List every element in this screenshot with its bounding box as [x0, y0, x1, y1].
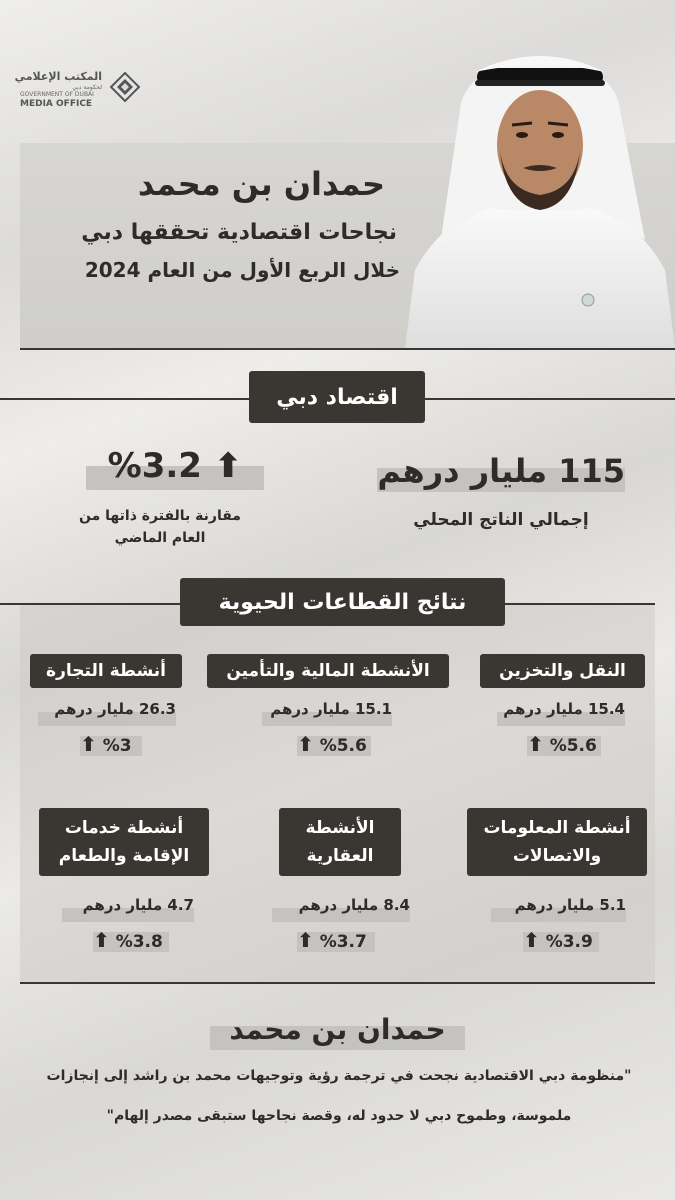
sector-title-ict: أنشطة المعلومات والاتصالات	[467, 808, 647, 876]
arrow-up-icon: ⬆	[527, 732, 544, 756]
growth-value: %3.9	[545, 932, 593, 952]
sector-title-finance: الأنشطة المالية والتأمين	[207, 654, 449, 688]
logo-english-line1: GOVERNMENT OF DUBAI	[20, 91, 94, 98]
sector-value-transport: 15.4 مليار درهم	[503, 700, 625, 718]
sector-value-hospitality: 4.7 مليار درهم	[82, 896, 194, 914]
header-subtitle: نجاحات اقتصادية تحققها دبي	[81, 220, 397, 245]
growth-value: %3.7	[319, 932, 367, 952]
quote-line-1: "منظومة دبي الاقتصادية نجحت في ترجمة رؤية وتوجيهات محمد بن راشد إلى إنجازات	[46, 1068, 632, 1084]
sector-title-trade: أنشطة التجارة	[30, 654, 182, 688]
header-period: خلال الربع الأول من العام 2024	[84, 258, 400, 282]
sector-growth-finance	[297, 732, 377, 756]
economy-section-title: اقتصاد دبي	[249, 371, 425, 423]
arrow-up-icon: ⬆	[523, 928, 540, 952]
growth-stat	[86, 446, 264, 486]
sector-growth-transport	[527, 732, 607, 756]
logo-arabic-sub: لحكومة دبي	[72, 84, 102, 91]
growth-note: مقارنة بالفترة ذاتها من العام الماضي	[79, 508, 241, 546]
gdp-label: إجمالي الناتج المحلي	[413, 510, 589, 530]
header-name: حمدان بن محمد	[137, 165, 385, 203]
sector-title-real-estate: الأنشطة العقارية	[279, 808, 401, 876]
growth-value: %3	[102, 736, 132, 756]
arrow-up-icon: ⬆	[80, 732, 97, 756]
growth-value: %3.8	[115, 932, 163, 952]
section-divider	[20, 982, 655, 984]
sector-value-finance: 15.1 مليار درهم	[270, 700, 392, 718]
sector-value-trade: 26.3 مليار درهم	[54, 700, 176, 718]
sector-value-ict: 5.1 مليار درهم	[514, 896, 626, 914]
sector-growth-hospitality	[93, 928, 177, 952]
quote-author: حمدان بن محمد	[229, 1013, 446, 1046]
arrow-up-icon: ⬆	[297, 928, 314, 952]
sector-value-real-estate: 8.4 مليار درهم	[298, 896, 410, 914]
sectors-section-title: نتائج القطاعات الحيوية	[180, 578, 505, 626]
quote-line-2: ملموسة، وطموح دبي لا حدود له، وقصة نجاحها ستبقى مصدر إلهام"	[106, 1108, 572, 1124]
sector-growth-real-estate	[297, 928, 381, 952]
sector-title-transport: النقل والتخزين	[480, 654, 645, 688]
logo-arabic-name: المكتب الإعلامي	[14, 70, 102, 83]
sector-title-hospitality: أنشطة خدمات الإقامة والطعام	[39, 808, 209, 876]
arrow-up-icon: ⬆	[213, 446, 243, 486]
logo-english-line2: MEDIA OFFICE	[20, 99, 93, 109]
growth-value: %5.6	[319, 736, 367, 756]
growth-value: %5.6	[549, 736, 597, 756]
logo-emblem-icon	[110, 72, 140, 102]
media-office-logo	[14, 68, 140, 112]
sector-growth-trade	[80, 732, 150, 756]
arrow-up-icon: ⬆	[297, 732, 314, 756]
sector-growth-ict	[523, 928, 605, 952]
arrow-up-icon: ⬆	[93, 928, 110, 952]
portrait-image	[405, 40, 675, 348]
gdp-value: 115 مليار درهم	[377, 452, 625, 490]
growth-value: %3.2	[107, 446, 202, 486]
